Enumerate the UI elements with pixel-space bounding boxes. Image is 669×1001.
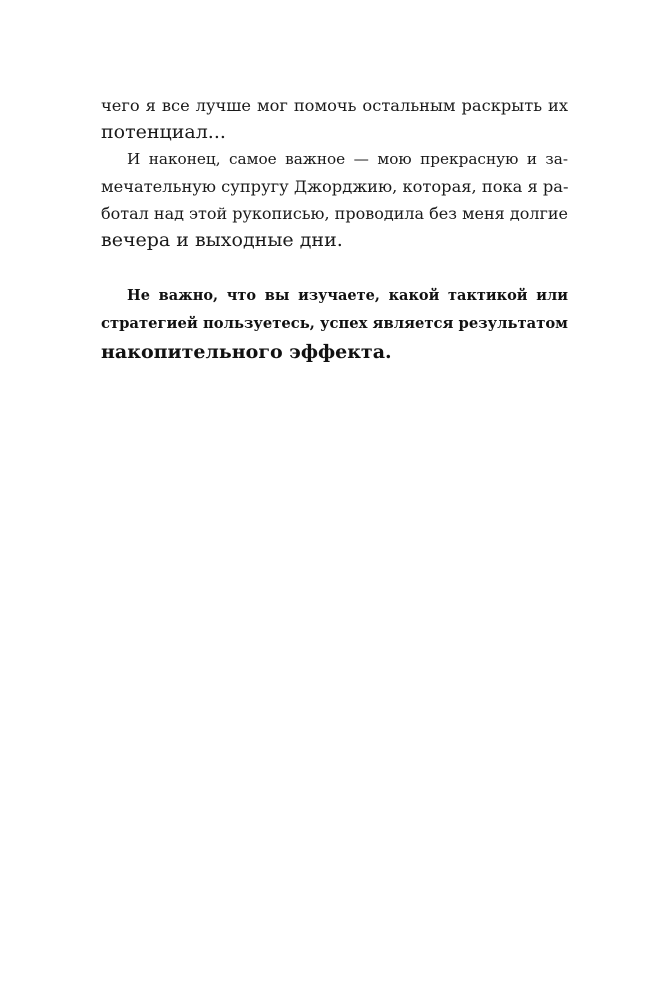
text-line: И наконец, самое важное — мою прекрасную и за- [127,150,568,168]
emphasis-line: Не важно, что вы изучаете, какой тактикой или [127,287,568,304]
text-line: ботал над этой рукописью, проводила без меня долгие [101,204,568,223]
text-line: вечера и выходные дни. [101,229,343,251]
text-line: мечательную супругу Джорджию, которая, пока я ра- [101,177,569,196]
text-line: чего я все лучше мог помочь остальным раскрыть их [101,96,568,115]
paragraph-acknowledgment-continued [101,92,568,146]
page-text-block [101,92,568,366]
emphasis-line: стратегией пользуетесь, успех является результатом [101,315,568,332]
emphasis-paragraph [101,282,568,366]
emphasis-line: накопительного эффекта. [101,341,392,363]
paragraph-acknowledgment-spouse [101,146,568,254]
text-line: потенциал... [101,121,226,143]
